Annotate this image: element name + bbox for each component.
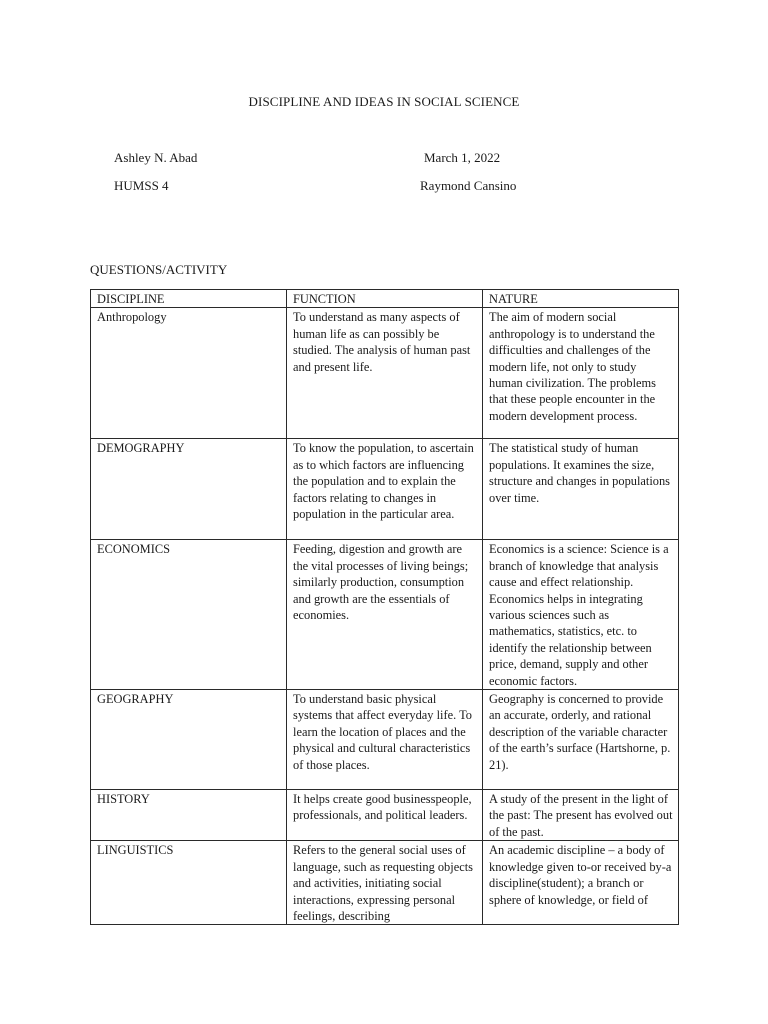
- student-name: Ashley N. Abad: [114, 150, 198, 165]
- discipline-cell: GEOGRAPHY: [91, 690, 287, 790]
- table-row: [91, 690, 679, 790]
- function-cell: It helps create good businesspeople, professionals, and political leaders.: [287, 790, 483, 841]
- discipline-cell: LINGUISTICS: [91, 841, 287, 925]
- discipline-cell: DEMOGRAPHY: [91, 439, 287, 540]
- header-function: FUNCTION: [287, 290, 483, 308]
- class-section: HUMSS 4: [114, 178, 169, 193]
- function-cell: To know the population, to ascertain as to which factors are influencing the population and to explain the factors relating to changes in population in the particular area.: [287, 439, 483, 540]
- discipline-cell: ECONOMICS: [91, 540, 287, 690]
- table-header-row: [91, 290, 679, 308]
- document-title: DISCIPLINE AND IDEAS IN SOCIAL SCIENCE: [248, 94, 520, 109]
- nature-cell: Geography is concerned to provide an accurate, orderly, and rational description of the variable character of the earth’s surface (Hartshorne, p. 21).: [483, 690, 679, 790]
- table-row: [91, 308, 679, 439]
- discipline-cell: HISTORY: [91, 790, 287, 841]
- table-row: [91, 439, 679, 540]
- nature-cell: A study of the present in the light of the past: The present has evolved out of the past.: [483, 790, 679, 841]
- discipline-table: [90, 289, 679, 925]
- function-cell: Feeding, digestion and growth are the vital processes of living beings; similarly production, consumption and growth are the essentials of economies.: [287, 540, 483, 690]
- header-discipline: DISCIPLINE: [91, 290, 287, 308]
- function-cell: Refers to the general social uses of language, such as requesting objects and activities, initiating social interactions, expressing personal feelings, describing: [287, 841, 483, 925]
- discipline-cell: Anthropology: [91, 308, 287, 439]
- nature-cell: The statistical study of human populations. It examines the size, structure and changes in populations over time.: [483, 439, 679, 540]
- header-nature: NATURE: [483, 290, 679, 308]
- nature-cell: The aim of modern social anthropology is to understand the difficulties and challenges of the modern life, not only to study human civilization. The problems that these people encounter in the modern development process.: [483, 308, 679, 439]
- date: March 1, 2022: [424, 150, 501, 165]
- table-row: [91, 790, 679, 841]
- function-cell: To understand as many aspects of human life as can possibly be studied. The analysis of human past and present life.: [287, 308, 483, 439]
- function-cell: To understand basic physical systems that affect everyday life. To learn the location of places and the physical and cultural characteristics of those places.: [287, 690, 483, 790]
- activity-heading: QUESTIONS/ACTIVITY: [90, 262, 228, 277]
- nature-cell: An academic discipline – a body of knowledge given to-or received by-a discipline(student); a branch or sphere of knowledge, or field of: [483, 841, 679, 925]
- nature-cell: Economics is a science: Science is a branch of knowledge that analysis cause and effect relationship. Economics helps in integrating various sciences such as mathematics, statistics, etc. to identify the relationship between price, demand, supply and other economic factors.: [483, 540, 679, 690]
- table-row: [91, 540, 679, 690]
- table-row: [91, 841, 679, 925]
- teacher-name: Raymond Cansino: [420, 178, 517, 193]
